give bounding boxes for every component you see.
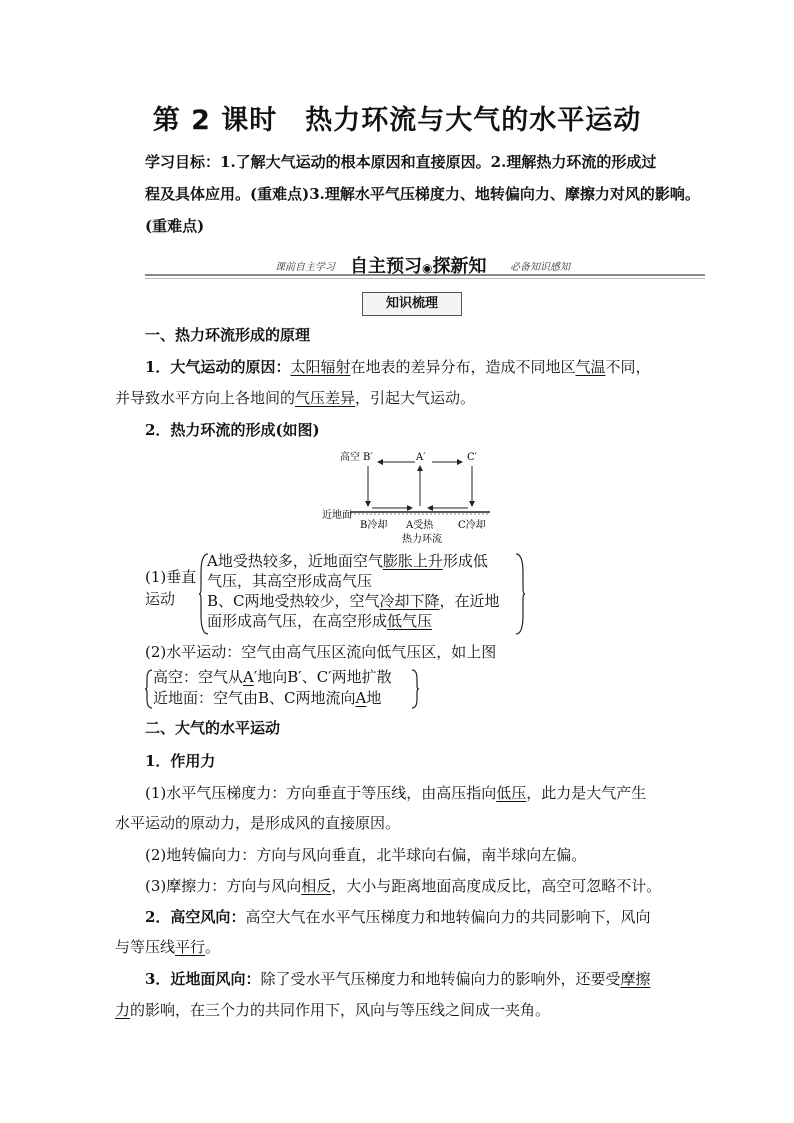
svg-text:A′: A′ (416, 452, 426, 463)
svg-text:热力环流: 热力环流 (402, 534, 442, 545)
svg-text:近地面: 近地面 (322, 510, 352, 521)
section-banner (145, 252, 705, 278)
force2: (2)地转偏向力：方向与风向垂直，北半球向右偏，南半球向左偏。 (145, 846, 587, 864)
horizontal-brace-block: 高空：空气从A′地向B′、C′两地扩散 近地面：空气由B、C两地流向A地 (145, 667, 420, 711)
sec1-item2: 2．热力环流的形成(如图) (145, 421, 320, 439)
thermal-circulation-diagram (320, 448, 500, 548)
horizontal-motion: (2)水平运动：空气由高气压区流向低气压区，如上图 (145, 643, 497, 661)
sec2-force: 1．作用力 (145, 752, 216, 770)
sec1-heading: 一、热力环流形成的原理 (145, 326, 311, 344)
objectives-line1: 学习目标：1.了解大气运动的根本原因和直接原因。2.理解热力环流的形成过 (145, 153, 657, 171)
sec1-item1-line2: 并导致水平方向上各地间的气压差异，引起大气运动。 (115, 389, 476, 407)
page-title (0, 98, 794, 137)
wind-ground-line1: 3．近地面风向：除了受水平气压梯度力和地转偏向力的影响外，还要受摩擦 (145, 970, 651, 988)
svg-text:C冷却: C冷却 (458, 520, 486, 531)
svg-text:C′: C′ (467, 452, 477, 463)
wind-high-line1: 2．高空风向：高空大气在水平气压梯度力和地转偏向力的共同影响下，风向 (145, 908, 651, 926)
force3: (3)摩擦力：方向与风向相反，大小与距离地面高度成反比，高空可忽略不计。 (145, 877, 662, 895)
lesson-title: 热力环流与大气的水平运动 (305, 105, 642, 136)
sec1-item1-line1: 1．大气运动的原因：太阳辐射在地表的差异分布，造成不同地区气温不同， (145, 358, 651, 376)
banner-title: 自主预习◉探新知 (350, 256, 487, 277)
force1-line2: 水平运动的原动力，是形成风的直接原因。 (115, 814, 401, 832)
objectives-line2: 程及具体应用。(重难点)3.理解水平气压梯度力、地转偏向力、摩擦力对风的影响。 (145, 185, 700, 203)
banner-right: 必备知识感知 (510, 262, 570, 273)
wind-ground-line2: 力的影响，在三个力的共同作用下，风向与等压线之间成一夹角。 (115, 1001, 551, 1019)
label-high: 高空 (340, 452, 360, 463)
knowledge-box: 知识梳理 (362, 292, 462, 316)
lesson-number: 第 2 课时 (152, 105, 278, 136)
sec2-heading: 二、大气的水平运动 (145, 719, 281, 737)
svg-text:A受热: A受热 (406, 520, 434, 531)
svg-text:B′: B′ (363, 452, 373, 463)
banner-left: 课前自主学习 (275, 262, 335, 273)
svg-text:B冷却: B冷却 (360, 520, 388, 531)
wind-high-line2: 与等压线平行。 (115, 938, 221, 956)
force1-line1: (1)水平气压梯度力：方向垂直于等压线，由高压指向低压，此力是大气产生 (145, 784, 647, 802)
vertical-motion-block: (1)垂直 运动 A地受热较多，近地面空气膨胀上升形成低 气压，其高空形成高气压 B、C两地受热较少，空气冷却下降，在近地 面形成高气压，在高空形成低气压 (145, 551, 535, 635)
objectives-line3: (重难点) (145, 217, 205, 235)
